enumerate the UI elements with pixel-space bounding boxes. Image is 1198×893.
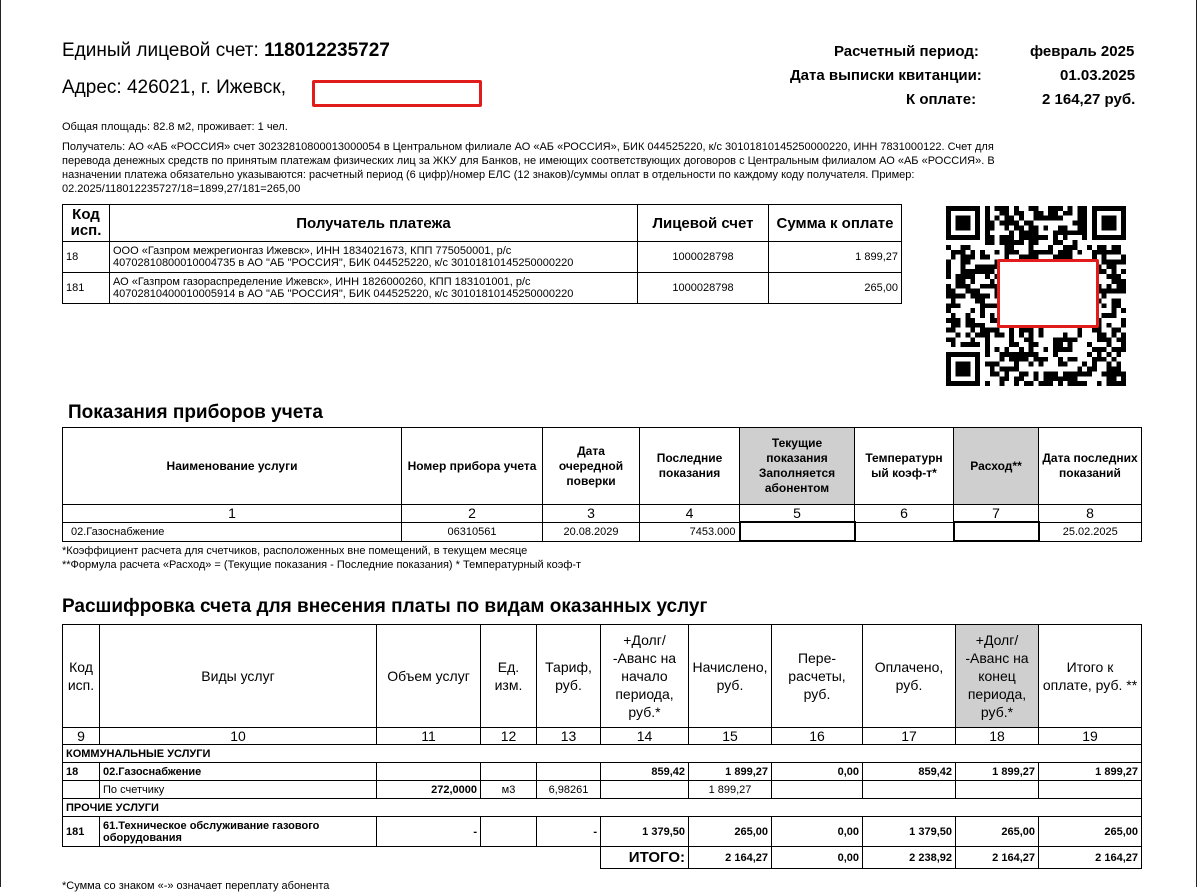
breakdown-header-code: Код исп.: [63, 625, 100, 728]
payees-header-code: Код исп.: [63, 205, 110, 242]
row-volume: -: [377, 817, 481, 847]
account-line: [62, 40, 390, 62]
table-row: [63, 763, 1142, 781]
totals-row: [63, 847, 1142, 869]
breakdown-header-unit: Ед. изм.: [481, 625, 537, 728]
row-service: По счетчику: [100, 781, 377, 799]
section-other: ПРОЧИЕ УСЛУГИ: [63, 799, 1142, 817]
col-number: 17: [863, 728, 956, 745]
breakdown-title: Расшифровка счета для внесения платы по видам оказанных услуг: [62, 596, 708, 617]
meter-check-date: 20.08.2029: [543, 522, 640, 541]
row-charged: 265,00: [689, 817, 772, 847]
meter-service: 02.Газоснабжение: [63, 522, 402, 541]
row-total: 265,00: [1039, 817, 1142, 847]
breakdown-header-paid: Оплачено, руб.: [863, 625, 956, 728]
breakdown-header-tariff: Тариф, руб.: [537, 625, 601, 728]
totals-label: ИТОГО:: [601, 847, 689, 869]
table-row: [63, 522, 1142, 541]
row-total: 1 899,27: [1039, 763, 1142, 781]
col-number: 2: [402, 505, 543, 523]
meters-note-2: **Формула расчета «Расход» = (Текущие показания - Последние показания) * Температурный коэф-т: [62, 559, 582, 571]
col-number: 10: [100, 728, 377, 745]
payees-header-amount: Сумма к оплате: [769, 205, 902, 242]
row-charged: 1 899,27: [689, 781, 772, 799]
col-number: 4: [640, 505, 740, 523]
col-number: 14: [601, 728, 689, 745]
row-service-line: оборудования: [103, 831, 182, 844]
table-row: [63, 817, 1142, 847]
row-service-line: 61.Техническое обслуживание газового: [103, 819, 320, 832]
totals-recalc: 0,00: [772, 847, 863, 869]
period-label: Расчетный период:: [834, 43, 979, 60]
row-debt-start: 1 379,50: [601, 817, 689, 847]
totals-paid: 2 238,92: [863, 847, 956, 869]
address-line: [62, 77, 286, 99]
meters-header-last: Последние показания: [640, 428, 740, 505]
to-pay-value: 2 164,27 руб.: [1042, 91, 1136, 108]
breakdown-header-debt-end: +Долг/ -Аванс на конец периода, руб.*: [956, 625, 1039, 728]
account-label: Единый лицевой счет:: [62, 40, 259, 61]
breakdown-table: [62, 624, 1142, 869]
payee-amount: 1 899,27: [769, 242, 902, 273]
col-number: 12: [481, 728, 537, 745]
issue-date-value: 01.03.2025: [1060, 67, 1136, 84]
row-volume: [377, 763, 481, 781]
redaction-box: [312, 80, 482, 107]
row-code: [63, 781, 100, 799]
row-debt-start: [601, 781, 689, 799]
row-paid: 1 379,50: [863, 817, 956, 847]
row-volume: 272,0000: [377, 781, 481, 799]
payee-account: 1000028798: [638, 242, 769, 273]
row-debt-end: 1 899,27: [956, 763, 1039, 781]
col-number: 7: [954, 505, 1039, 523]
row-tariff: 6,98261: [537, 781, 601, 799]
meters-header-meter: Номер прибора учета: [402, 428, 543, 505]
meters-header-temp: Температурн ый коэф-т*: [855, 428, 954, 505]
row-code: 18: [63, 763, 100, 781]
page-left-edge: [0, 0, 1, 887]
section-row: [63, 745, 1142, 763]
to-pay-label: К оплате:: [906, 91, 977, 108]
recipient-line-1: Получатель: АО «АБ «РОССИЯ» счет 30232810800013000054 в Центральном филиале АО «АБ «РОССИЯ», БИК 044525220, к/с 30101810145250000220, ИНН 7831000122. Счет для: [62, 141, 994, 153]
meters-header-check-date: Дата очередной поверки: [543, 428, 640, 505]
account-number: 118012235727: [264, 40, 390, 61]
address-label: Адрес:: [62, 77, 122, 98]
payee-name: [110, 242, 638, 273]
recipient-line-3: назначении платежа обязательно указываются: расчетный период (6 цифр)/номер ЕЛС (12 знаков)/суммы оплат в отдельности по каждому коду получателя. Пример:: [62, 169, 915, 181]
breakdown-header-total: Итого к оплате, руб. **: [1039, 625, 1142, 728]
totals-charged: 2 164,27: [689, 847, 772, 869]
row-debt-end: 265,00: [956, 817, 1039, 847]
col-number: 8: [1039, 505, 1142, 523]
row-debt-start: 859,42: [601, 763, 689, 781]
row-service: 02.Газоснабжение: [100, 763, 377, 781]
row-tariff: [537, 763, 601, 781]
meter-number: 06310561: [402, 522, 543, 541]
col-number: 18: [956, 728, 1039, 745]
col-number: 13: [537, 728, 601, 745]
payee-amount: 265,00: [769, 273, 902, 304]
meter-usage: [954, 522, 1039, 541]
recipient-line-4: 02.2025/118012235727/18=1899,27/181=265,00: [62, 183, 301, 195]
meters-header-current: Текущие показания Заполняется абонентом: [740, 428, 855, 505]
meters-title: Показания приборов учета: [68, 402, 323, 423]
payee-name-line: АО «Газпром газораспределение Ижевск», ИНН 1826000260, КПП 183101001, р/с: [113, 276, 531, 288]
table-row: [63, 781, 1142, 799]
col-number: 19: [1039, 728, 1142, 745]
section-row: [63, 799, 1142, 817]
page-right-edge: [1196, 0, 1197, 887]
meter-current-reading-input[interactable]: [740, 522, 855, 541]
col-number: 15: [689, 728, 772, 745]
breakdown-header-recalc: Пере- расчеты, руб.: [772, 625, 863, 728]
totals-debt-end: 2 164,27: [956, 847, 1039, 869]
row-unit: [481, 763, 537, 781]
table-row: [63, 242, 902, 273]
payee-name: [110, 273, 638, 304]
breakdown-footnote: *Сумма со знаком «-» означает переплату абонента: [62, 880, 330, 892]
period-value: февраль 2025: [1030, 43, 1135, 60]
col-number: 3: [543, 505, 640, 523]
section-utilities: КОММУНАЛЬНЫЕ УСЛУГИ: [63, 745, 1142, 763]
address-value: 426021, г. Ижевск,: [126, 77, 286, 98]
breakdown-header-debt-start: +Долг/ -Аванс на начало периода, руб.*: [601, 625, 689, 728]
row-code: 181: [63, 817, 100, 847]
col-number: 9: [63, 728, 100, 745]
col-number: 1: [63, 505, 402, 523]
meters-header-service: Наименование услуги: [63, 428, 402, 505]
meter-temp-coef: [855, 522, 954, 541]
payees-header-account: Лицевой счет: [638, 205, 769, 242]
row-paid: 859,42: [863, 763, 956, 781]
breakdown-header-volume: Объем услуг: [377, 625, 481, 728]
row-paid: [863, 781, 956, 799]
row-tariff: -: [537, 817, 601, 847]
row-unit: [481, 817, 537, 847]
payee-code: 181: [63, 273, 110, 304]
breakdown-header-service: Виды услуг: [100, 625, 377, 728]
payee-account: 1000028798: [638, 273, 769, 304]
payee-code: 18: [63, 242, 110, 273]
meters-note-1: *Коэффициент расчета для счетчиков, расположенных вне помещений, в текущем месяце: [62, 545, 528, 557]
row-total: [1039, 781, 1142, 799]
row-recalc: [772, 781, 863, 799]
breakdown-header-charged: Начислено, руб.: [689, 625, 772, 728]
col-number: 16: [772, 728, 863, 745]
payee-name-line: 40702810400010005914 в АО "АБ "РОССИЯ", БИК 044525220, к/с 30101810145250000220: [113, 288, 574, 300]
payee-name-line: ООО «Газпром межрегионгаз Ижевск», ИНН 1834021673, КПП 775050001, р/с: [113, 245, 512, 257]
table-row: [63, 273, 902, 304]
row-recalc: 0,00: [772, 817, 863, 847]
meters-table: [62, 427, 1142, 542]
row-service: [100, 817, 377, 847]
totals-total: 2 164,27: [1039, 847, 1142, 869]
recipient-line-2: перевода денежных средств по принятым платежам физических лиц за ЖКУ для Банков, не имеющих соответствующих договоров с Центральным филиалом АО «АБ «РОССИЯ». В: [62, 155, 995, 167]
col-number: 6: [855, 505, 954, 523]
row-charged: 1 899,27: [689, 763, 772, 781]
meters-header-usage: Расход**: [954, 428, 1039, 505]
payee-name-line: 40702810800010004735 в АО "АБ "РОССИЯ", БИК 044525220, к/с 30101810145250000220: [113, 257, 574, 269]
area-line: Общая площадь: 82.8 м2, проживает: 1 чел.: [62, 121, 288, 133]
col-number: 5: [740, 505, 855, 523]
qr-redaction-box: [997, 259, 1099, 328]
meter-last-date: 25.02.2025: [1039, 522, 1142, 541]
issue-date-label: Дата выписки квитанции:: [790, 67, 982, 84]
row-recalc: 0,00: [772, 763, 863, 781]
col-number: 11: [377, 728, 481, 745]
row-debt-end: [956, 781, 1039, 799]
payees-header-payee: Получатель платежа: [110, 205, 638, 242]
meter-last-reading: 7453.000: [640, 522, 740, 541]
row-unit: м3: [481, 781, 537, 799]
meters-header-last-date: Дата последних показаний: [1039, 428, 1142, 505]
payees-table: [62, 204, 902, 304]
